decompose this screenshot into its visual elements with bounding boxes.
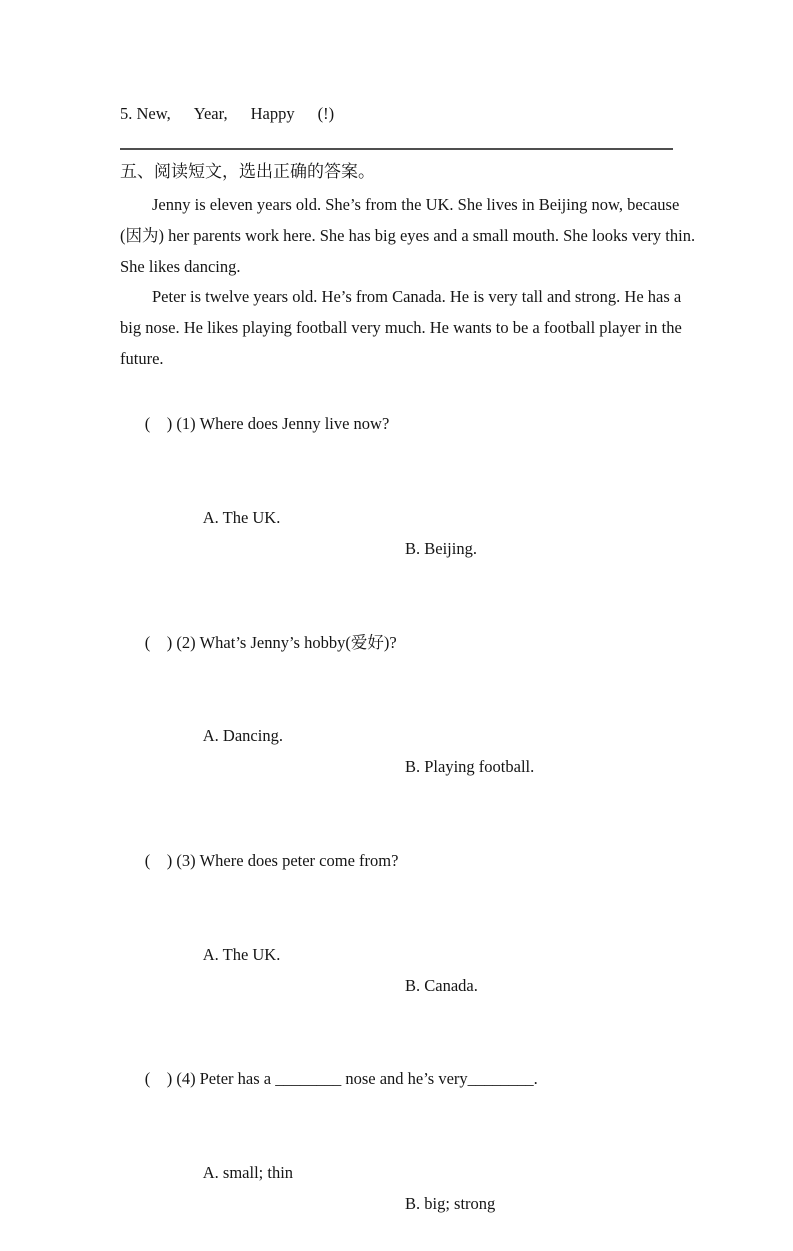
option-a: A. small; thin (202, 1163, 294, 1183)
exercise-5-token: 5. New, (120, 104, 171, 123)
passage-line: future. (120, 348, 164, 368)
reading-passage (120, 190, 696, 375)
question-3 (120, 814, 700, 1032)
exercise-5-line (120, 98, 334, 129)
question-1-stem (120, 377, 700, 471)
option-b: B. Canada. (405, 975, 478, 995)
answer-blank-parentheses: ( ) (1) (144, 414, 196, 434)
question-3-stem (120, 814, 700, 908)
question-4-stem (120, 1032, 700, 1126)
exercise-5-token: Year, (193, 104, 228, 123)
question-text: What’s Jenny’s hobby(爱好)? (199, 632, 397, 652)
question-2-options (120, 689, 700, 814)
exercise-5-token: (!) (317, 104, 335, 123)
question-list (120, 377, 700, 1251)
question-4-options (120, 1126, 700, 1251)
question-2 (120, 595, 700, 813)
question-4 (120, 1032, 700, 1250)
exercise-5-token: Happy (250, 104, 295, 123)
answer-blank-parentheses: ( ) (4) (144, 1069, 196, 1089)
question-2-stem (120, 595, 700, 689)
passage-line: (因为) her parents work here. She has big eyes and a small mouth. She looks very thin. (120, 225, 696, 245)
answer-blank-parentheses: ( ) (3) (144, 851, 196, 871)
passage-line: big nose. He likes playing football very much. He wants to be a football player in the (120, 318, 682, 338)
option-a: A. The UK. (202, 507, 281, 527)
passage-line: She likes dancing. (120, 256, 241, 276)
section-5-title: 五、阅读短文，选出正确的答案。 (120, 162, 375, 181)
question-text: Peter has a ________ nose and he’s very________. (199, 1069, 538, 1089)
question-1-options (120, 471, 700, 596)
question-1 (120, 377, 700, 595)
answer-blank-parentheses: ( ) (2) (144, 632, 196, 652)
passage-line: Peter is twelve years old. He’s from Canada. He is very tall and strong. He has a (152, 287, 682, 307)
option-b: B. big; strong (405, 1194, 496, 1214)
option-a: A. Dancing. (202, 726, 283, 746)
option-a: A. The UK. (202, 944, 281, 964)
question-text: Where does peter come from? (199, 851, 399, 871)
option-b: B. Beijing. (405, 539, 477, 559)
question-3-options (120, 907, 700, 1032)
option-b: B. Playing football. (405, 757, 535, 777)
passage-line: Jenny is eleven years old. She’s from the UK. She lives in Beijing now, because (152, 195, 680, 214)
section-divider-line (120, 148, 673, 150)
question-text: Where does Jenny live now? (199, 414, 390, 434)
